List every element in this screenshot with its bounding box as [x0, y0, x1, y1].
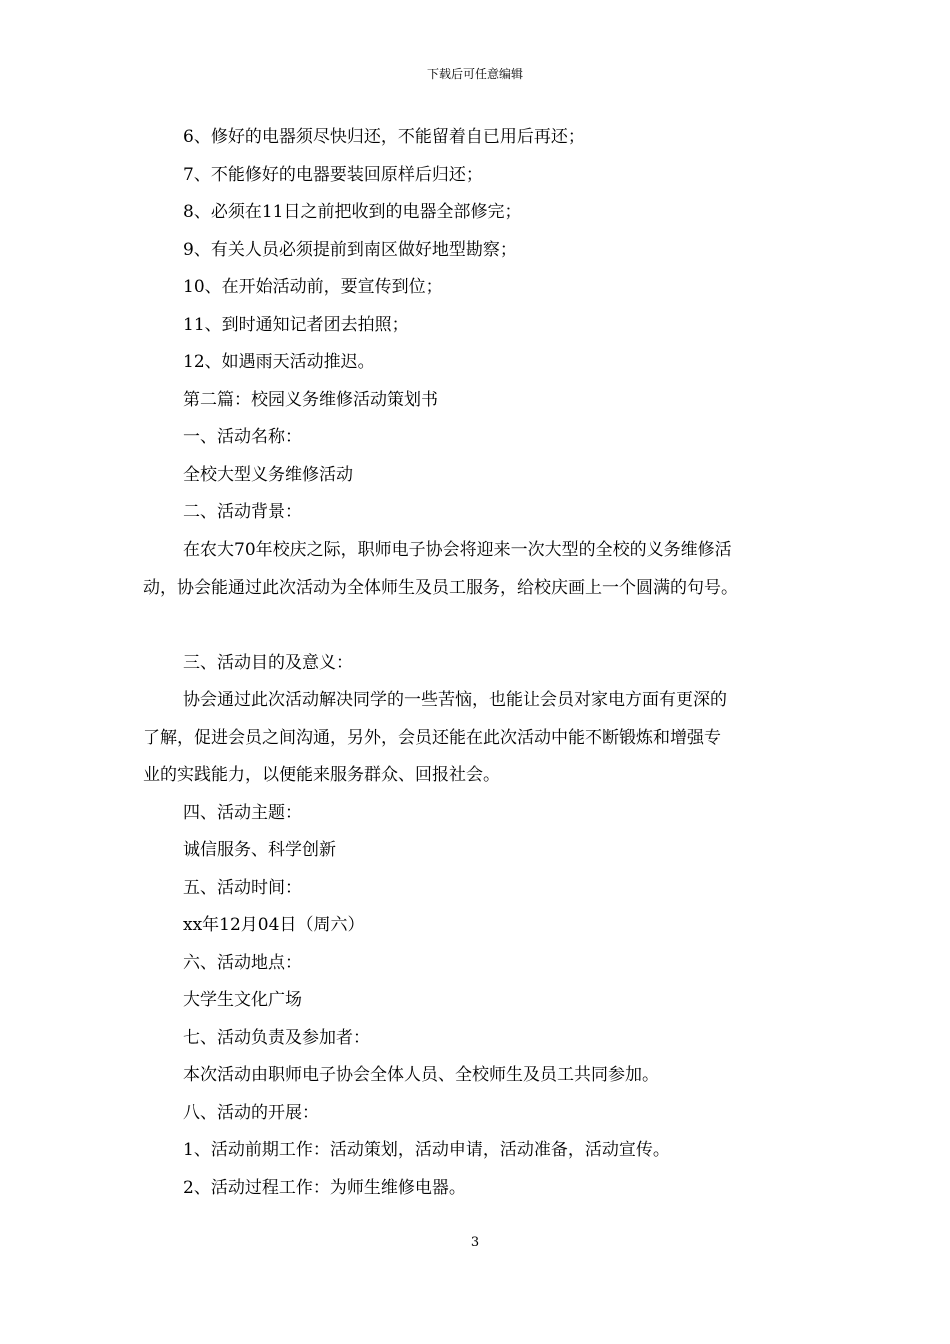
text-line: 6、修好的电器须尽快归还，不能留着自已用后再还； [183, 127, 585, 147]
section-heading: 一、活动名称： [183, 427, 302, 447]
section-heading: 二、活动背景： [183, 502, 302, 522]
paragraph-line: 在农大70年校庆之际，职师电子协会将迎来一次大型的全校的义务维修活 [183, 540, 732, 560]
paragraph-line: 了解，促进会员之间沟通，另外，会员还能在此次活动中能不断锻炼和增强专 [143, 728, 721, 748]
paragraph-line: 动，协会能通过此次活动为全体师生及员工服务，给校庆画上一个圆满的句号。 [143, 578, 738, 598]
text-line: 9、有关人员必须提前到南区做好地型勘察； [183, 240, 517, 260]
text-line: 1、活动前期工作：活动策划，活动申请，活动准备，活动宣传。 [183, 1140, 670, 1160]
section-heading: 六、活动地点： [183, 953, 302, 973]
text-line: 诚信服务、科学创新 [183, 840, 336, 860]
text-line: 10、在开始活动前，要宣传到位； [183, 277, 443, 297]
section-heading: 四、活动主题： [183, 803, 302, 823]
paragraph-line: 业的实践能力，以便能来服务群众、回报社会。 [143, 765, 500, 785]
text-line: 11、到时通知记者团去拍照； [183, 315, 409, 335]
text-line: 8、必须在11日之前把收到的电器全部修完； [183, 202, 522, 222]
text-line: 全校大型义务维修活动 [183, 465, 353, 485]
page-header: 下载后可任意编辑 [426, 67, 523, 81]
text-line: 大学生文化广场 [183, 990, 302, 1010]
text-line: xx年12月04日（周六） [183, 915, 365, 935]
text-line: 本次活动由职师电子协会全体人员、全校师生及员工共同参加。 [183, 1065, 659, 1085]
section-heading: 五、活动时间： [183, 878, 302, 898]
section-heading: 三、活动目的及意义： [183, 653, 353, 673]
section-title: 第二篇：校园义务维修活动策划书 [183, 390, 438, 410]
page-number: 3 [470, 1235, 480, 1250]
text-line: 2、活动过程工作：为师生维修电器。 [183, 1178, 466, 1198]
section-heading: 七、活动负责及参加者： [183, 1028, 370, 1048]
paragraph-line: 协会通过此次活动解决同学的一些苦恼，也能让会员对家电方面有更深的 [183, 690, 727, 710]
section-heading: 八、活动的开展： [183, 1103, 319, 1123]
text-line: 7、不能修好的电器要装回原样后归还； [183, 165, 483, 185]
text-line: 12、如遇雨天活动推迟。 [183, 352, 375, 372]
